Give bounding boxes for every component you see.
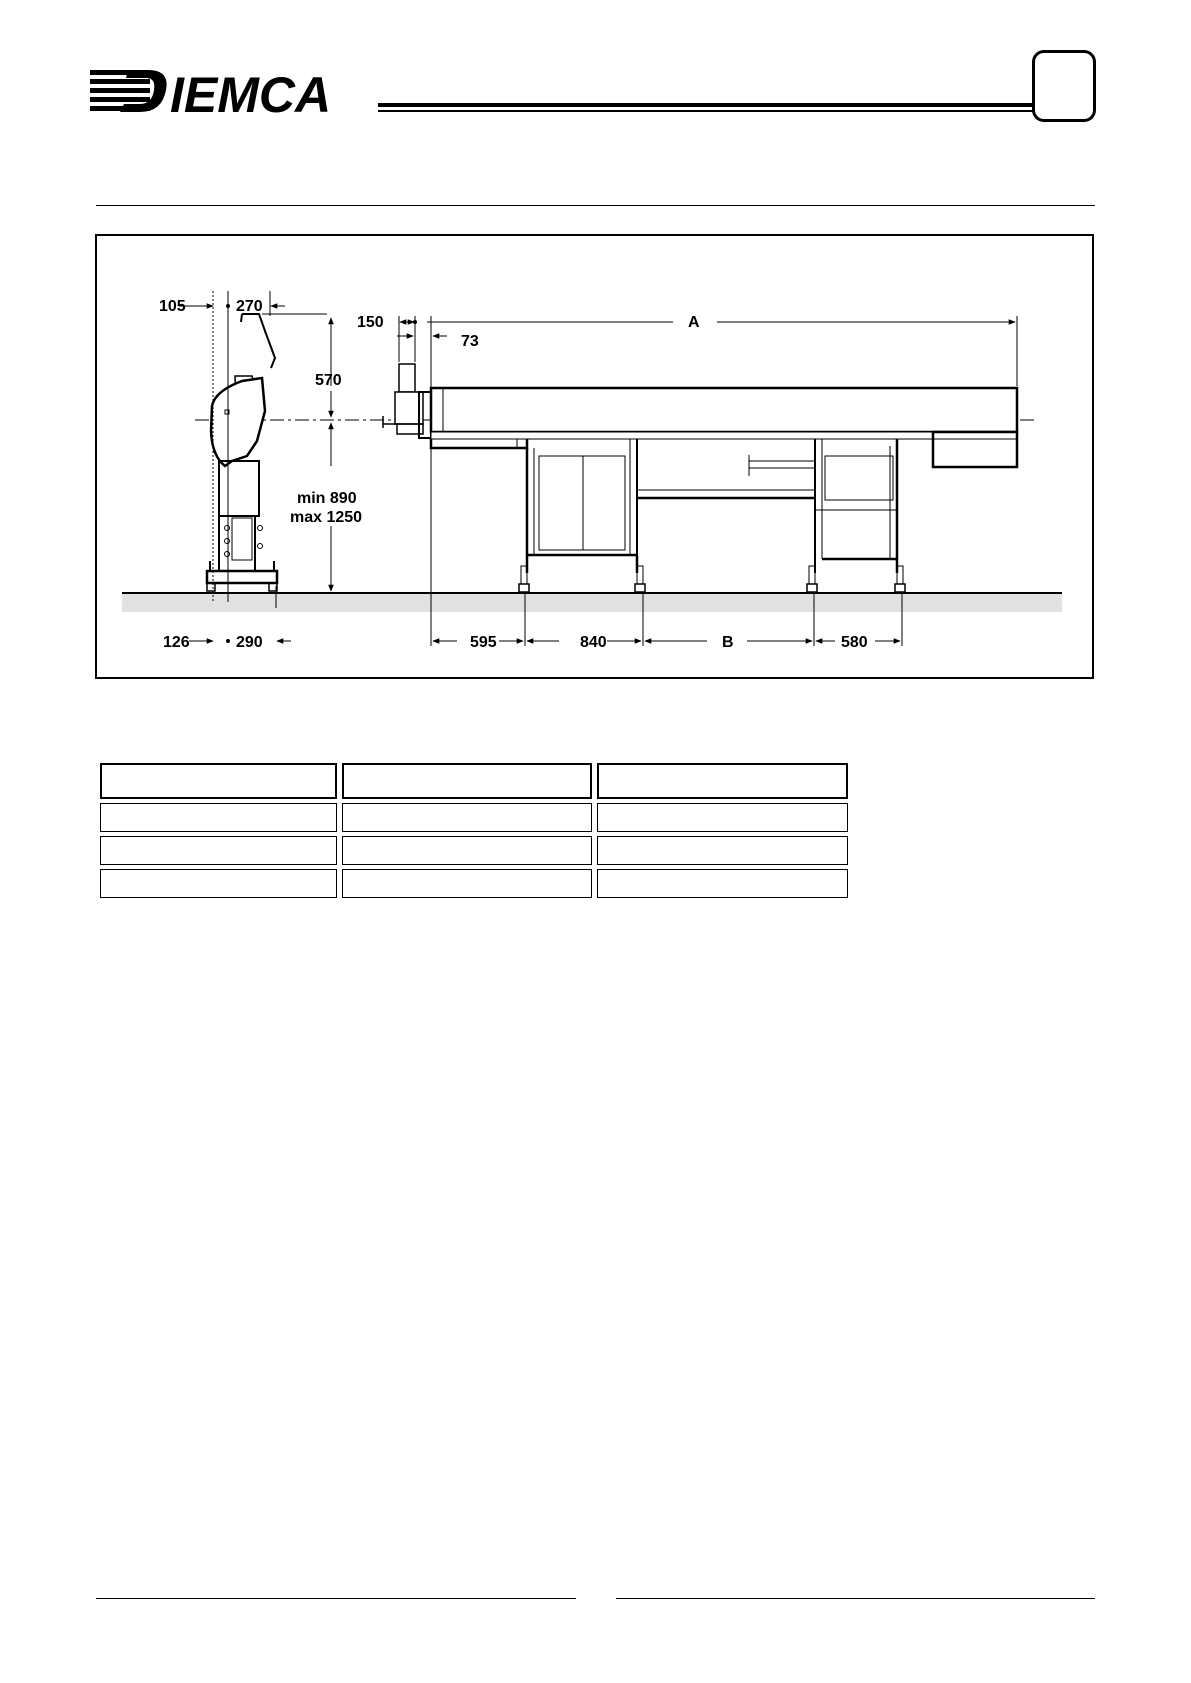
- table-cell: [342, 763, 593, 799]
- dimension-table: [95, 759, 853, 902]
- dimension-drawing: [95, 234, 1094, 679]
- bar-feeder-drawing: [97, 236, 1092, 677]
- page-tab: [1032, 50, 1096, 122]
- floor-shading: [122, 593, 1062, 612]
- dim-595: 595: [470, 634, 497, 651]
- brand-text: IEMCA: [170, 68, 332, 116]
- dim-580: 580: [841, 634, 868, 651]
- table-row: [100, 803, 848, 832]
- dim-b: B: [722, 634, 734, 651]
- header-rule: [378, 103, 1038, 107]
- dim-min-height: min 890: [297, 490, 357, 507]
- dim-a: A: [688, 314, 700, 331]
- table-cell: [100, 803, 337, 832]
- page-header: [0, 0, 1191, 140]
- table-cell: [100, 836, 337, 865]
- dim-840: 840: [580, 634, 607, 651]
- footer-rule-left: [96, 1598, 576, 1599]
- dim-570: 570: [315, 372, 342, 389]
- header-rule-thin: [378, 110, 1038, 112]
- table-cell: [100, 869, 337, 898]
- dim-270: 270: [236, 298, 263, 315]
- pedestal-support: [207, 314, 277, 591]
- table-cell: [597, 803, 848, 832]
- dim-max-height: max 1250: [290, 509, 363, 526]
- dim-73: 73: [461, 333, 479, 350]
- iemca-logo: [90, 68, 380, 116]
- table-header-row: [100, 763, 848, 799]
- table-cell: [597, 763, 848, 799]
- table-cell: [342, 836, 593, 865]
- dim-105: 105: [159, 298, 186, 315]
- table-row: [100, 836, 848, 865]
- dim-290: 290: [236, 634, 263, 651]
- dim-126: 126: [163, 634, 190, 651]
- table-cell: [597, 869, 848, 898]
- table-cell: [100, 763, 337, 799]
- section-rule: [96, 205, 1095, 206]
- table-row: [100, 869, 848, 898]
- table-cell: [597, 836, 848, 865]
- dim-150: 150: [357, 314, 384, 331]
- table-cell: [342, 803, 593, 832]
- bar-feeder-body: [383, 364, 1017, 592]
- footer-rule-right: [616, 1598, 1095, 1599]
- table-cell: [342, 869, 593, 898]
